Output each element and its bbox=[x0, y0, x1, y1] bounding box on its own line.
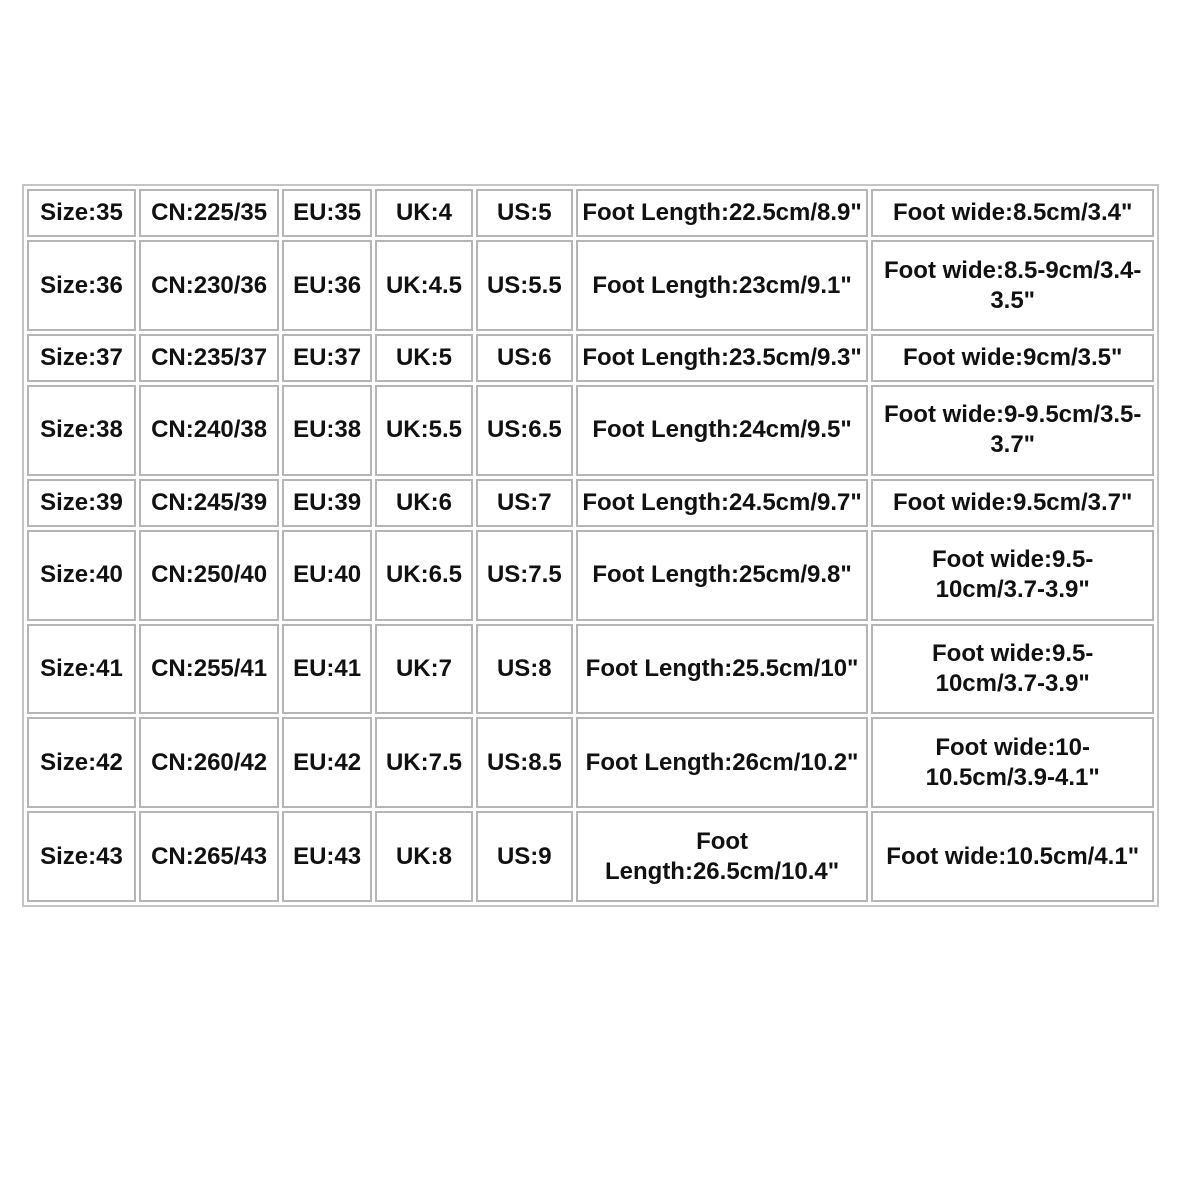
eu-size-cell: EU:36 bbox=[282, 240, 372, 331]
cn-size-cell: CN:240/38 bbox=[139, 385, 279, 476]
foot-length-cell: Foot Length:26cm/10.2" bbox=[576, 717, 869, 808]
uk-size-cell: UK:4 bbox=[375, 189, 473, 237]
foot-length-cell: Foot Length:23.5cm/9.3" bbox=[576, 334, 869, 382]
foot-width-cell: Foot wide:9.5-10cm/3.7-3.9" bbox=[871, 624, 1154, 715]
foot-width-cell: Foot wide:8.5-9cm/3.4-3.5" bbox=[871, 240, 1154, 331]
uk-size-cell: UK:7 bbox=[375, 624, 473, 715]
foot-width-cell: Foot wide:9cm/3.5" bbox=[871, 334, 1154, 382]
us-size-cell: US:7.5 bbox=[476, 530, 573, 621]
table-row bbox=[27, 530, 1154, 621]
table-row bbox=[27, 479, 1154, 527]
table-row bbox=[27, 811, 1154, 902]
size-cell: Size:37 bbox=[27, 334, 136, 382]
us-size-cell: US:5.5 bbox=[476, 240, 573, 331]
foot-width-cell: Foot wide:8.5cm/3.4" bbox=[871, 189, 1154, 237]
cn-size-cell: CN:245/39 bbox=[139, 479, 279, 527]
foot-length-cell: Foot Length:25.5cm/10" bbox=[576, 624, 869, 715]
uk-size-cell: UK:7.5 bbox=[375, 717, 473, 808]
eu-size-cell: EU:43 bbox=[282, 811, 372, 902]
eu-size-cell: EU:38 bbox=[282, 385, 372, 476]
foot-length-cell: Foot Length:22.5cm/8.9" bbox=[576, 189, 869, 237]
eu-size-cell: EU:42 bbox=[282, 717, 372, 808]
size-cell: Size:35 bbox=[27, 189, 136, 237]
size-cell: Size:36 bbox=[27, 240, 136, 331]
cn-size-cell: CN:230/36 bbox=[139, 240, 279, 331]
uk-size-cell: UK:4.5 bbox=[375, 240, 473, 331]
size-cell: Size:39 bbox=[27, 479, 136, 527]
foot-length-cell: Foot Length:24cm/9.5" bbox=[576, 385, 869, 476]
foot-length-cell: Foot Length:26.5cm/10.4" bbox=[576, 811, 869, 902]
foot-length-cell: Foot Length:23cm/9.1" bbox=[576, 240, 869, 331]
size-cell: Size:41 bbox=[27, 624, 136, 715]
table-row bbox=[27, 385, 1154, 476]
cn-size-cell: CN:265/43 bbox=[139, 811, 279, 902]
eu-size-cell: EU:40 bbox=[282, 530, 372, 621]
foot-length-cell: Foot Length:24.5cm/9.7" bbox=[576, 479, 869, 527]
us-size-cell: US:6.5 bbox=[476, 385, 573, 476]
eu-size-cell: EU:41 bbox=[282, 624, 372, 715]
size-cell: Size:40 bbox=[27, 530, 136, 621]
foot-length-cell: Foot Length:25cm/9.8" bbox=[576, 530, 869, 621]
eu-size-cell: EU:39 bbox=[282, 479, 372, 527]
us-size-cell: US:8.5 bbox=[476, 717, 573, 808]
eu-size-cell: EU:37 bbox=[282, 334, 372, 382]
table-row bbox=[27, 334, 1154, 382]
table-row bbox=[27, 717, 1154, 808]
cn-size-cell: CN:255/41 bbox=[139, 624, 279, 715]
uk-size-cell: UK:5.5 bbox=[375, 385, 473, 476]
size-chart bbox=[22, 184, 1159, 907]
table-row bbox=[27, 624, 1154, 715]
foot-width-cell: Foot wide:10.5cm/4.1" bbox=[871, 811, 1154, 902]
foot-width-cell: Foot wide:9-9.5cm/3.5-3.7" bbox=[871, 385, 1154, 476]
size-cell: Size:42 bbox=[27, 717, 136, 808]
foot-width-cell: Foot wide:9.5-10cm/3.7-3.9" bbox=[871, 530, 1154, 621]
foot-width-cell: Foot wide:10-10.5cm/3.9-4.1" bbox=[871, 717, 1154, 808]
cn-size-cell: CN:235/37 bbox=[139, 334, 279, 382]
foot-width-cell: Foot wide:9.5cm/3.7" bbox=[871, 479, 1154, 527]
cn-size-cell: CN:225/35 bbox=[139, 189, 279, 237]
us-size-cell: US:9 bbox=[476, 811, 573, 902]
cn-size-cell: CN:260/42 bbox=[139, 717, 279, 808]
size-chart-table bbox=[24, 186, 1157, 905]
eu-size-cell: EU:35 bbox=[282, 189, 372, 237]
us-size-cell: US:7 bbox=[476, 479, 573, 527]
uk-size-cell: UK:6.5 bbox=[375, 530, 473, 621]
us-size-cell: US:5 bbox=[476, 189, 573, 237]
uk-size-cell: UK:8 bbox=[375, 811, 473, 902]
cn-size-cell: CN:250/40 bbox=[139, 530, 279, 621]
us-size-cell: US:8 bbox=[476, 624, 573, 715]
us-size-cell: US:6 bbox=[476, 334, 573, 382]
uk-size-cell: UK:6 bbox=[375, 479, 473, 527]
uk-size-cell: UK:5 bbox=[375, 334, 473, 382]
size-cell: Size:38 bbox=[27, 385, 136, 476]
size-cell: Size:43 bbox=[27, 811, 136, 902]
table-row bbox=[27, 189, 1154, 237]
table-row bbox=[27, 240, 1154, 331]
